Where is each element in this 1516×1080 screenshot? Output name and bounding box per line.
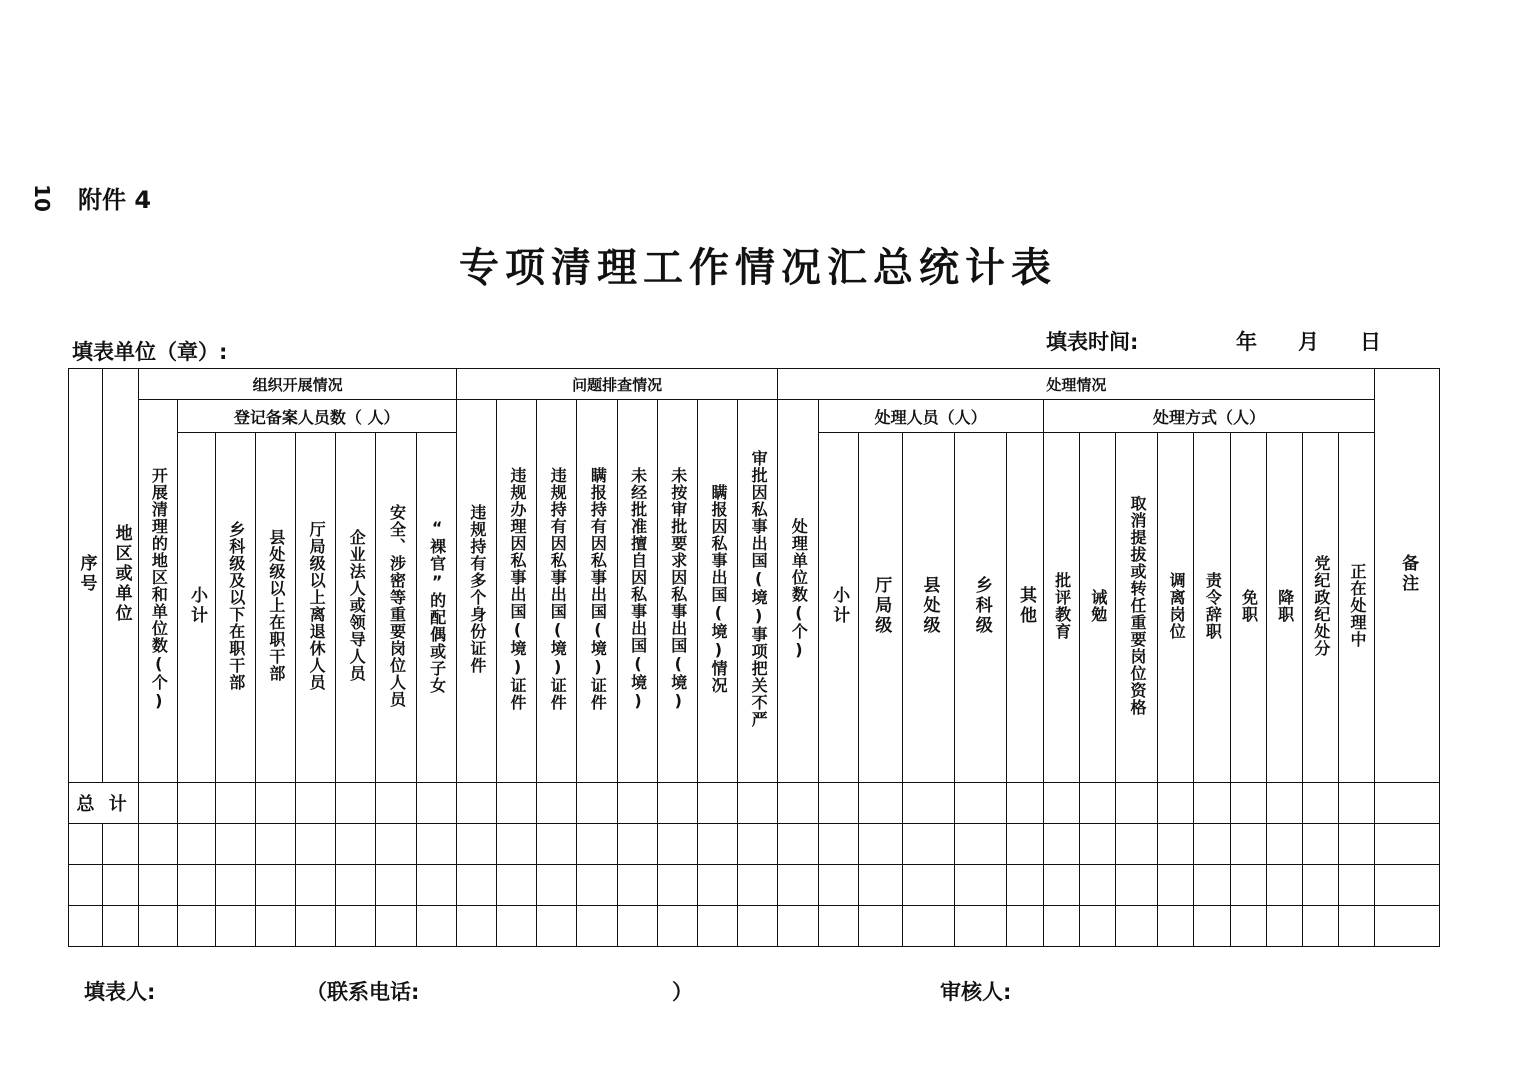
col-registered-3: 县处级以上在职干部 [255, 433, 295, 783]
col-registered-6: 安全、涉密等重要岗位人员 [376, 433, 416, 783]
table-cell[interactable] [456, 906, 496, 947]
table-cell[interactable] [336, 906, 376, 947]
table-cell[interactable] [1115, 906, 1157, 947]
table-cell[interactable] [657, 906, 697, 947]
total-cell[interactable] [577, 783, 617, 824]
table-cell[interactable] [955, 906, 1007, 947]
col-issue-8: 审批因私事出国(境)事项把关不严 [738, 400, 778, 783]
table-cell[interactable] [1302, 865, 1338, 906]
total-cell[interactable] [1375, 783, 1440, 824]
table-cell[interactable] [1158, 824, 1194, 865]
table-cell[interactable] [1375, 906, 1440, 947]
table-cell[interactable] [497, 865, 537, 906]
col-registered-5: 企业法人或领导人员 [336, 433, 376, 783]
table-cell[interactable] [697, 865, 737, 906]
table-cell[interactable] [103, 865, 139, 906]
col-registered-1: 小计 [177, 433, 215, 783]
total-cell[interactable] [336, 783, 376, 824]
table-row [69, 865, 1440, 906]
table-cell[interactable] [177, 824, 215, 865]
col-persons-4: 乡科级 [955, 433, 1007, 783]
col-methods-4: 调离岗位 [1158, 433, 1194, 783]
total-cell[interactable] [818, 783, 858, 824]
table-cell[interactable] [215, 824, 255, 865]
total-cell[interactable] [697, 783, 737, 824]
table-cell[interactable] [1339, 824, 1375, 865]
table-cell[interactable] [497, 906, 537, 947]
total-row [69, 783, 1440, 824]
table-cell[interactable] [858, 865, 902, 906]
fill-time-label: 填表时间: [1046, 330, 1139, 354]
col-persons-2: 厅局级 [858, 433, 902, 783]
table-cell[interactable] [1375, 865, 1440, 906]
col-persons-1: 小计 [818, 433, 858, 783]
table-cell[interactable] [255, 865, 295, 906]
col-methods-1: 批评教育 [1043, 433, 1079, 783]
table-cell[interactable] [456, 865, 496, 906]
group-issue-header: 问题排查情况 [456, 369, 778, 400]
table-cell[interactable] [416, 824, 456, 865]
table-cell[interactable] [296, 824, 336, 865]
total-cell[interactable] [617, 783, 657, 824]
table-cell[interactable] [69, 865, 103, 906]
col-methods-2: 诫勉 [1079, 433, 1115, 783]
table-cell[interactable] [1043, 824, 1079, 865]
table-cell[interactable] [738, 906, 778, 947]
table-cell[interactable] [69, 906, 103, 947]
table-cell[interactable] [902, 865, 954, 906]
summary-table [68, 368, 1440, 947]
table-cell[interactable] [577, 824, 617, 865]
total-cell[interactable] [778, 783, 818, 824]
table-cell[interactable] [1115, 865, 1157, 906]
table-cell[interactable] [1194, 865, 1230, 906]
table-cell[interactable] [336, 824, 376, 865]
table-cell[interactable] [738, 865, 778, 906]
col-issue-6: 未按审批要求因私事出国(境) [657, 400, 697, 783]
table-cell[interactable] [1194, 906, 1230, 947]
total-cell[interactable] [139, 783, 177, 824]
total-cell[interactable] [215, 783, 255, 824]
table-cell[interactable] [697, 906, 737, 947]
table-cell[interactable] [778, 906, 818, 947]
table-cell[interactable] [858, 906, 902, 947]
table-cell[interactable] [255, 824, 295, 865]
total-cell[interactable] [1043, 783, 1079, 824]
total-cell[interactable] [955, 783, 1007, 824]
table-cell[interactable] [818, 906, 858, 947]
table-cell[interactable] [818, 865, 858, 906]
table-cell[interactable] [1375, 824, 1440, 865]
table-cell[interactable] [1266, 824, 1302, 865]
table-cell[interactable] [1007, 824, 1043, 865]
group-handle-header: 处理情况 [778, 369, 1375, 400]
table-cell[interactable] [296, 865, 336, 906]
table-cell[interactable] [1079, 824, 1115, 865]
col-registered-4: 厅局级以上离退休人员 [296, 433, 336, 783]
col-issue-1: 违规持有多个身份证件 [456, 400, 496, 783]
table-cell[interactable] [1043, 865, 1079, 906]
total-cell[interactable] [1302, 783, 1338, 824]
total-cell[interactable] [296, 783, 336, 824]
col-persons-3: 县处级 [902, 433, 954, 783]
col-methods-9: 正在处理中 [1339, 433, 1375, 783]
table-cell[interactable] [215, 906, 255, 947]
group-org-header: 组织开展情况 [139, 369, 457, 400]
total-cell[interactable] [657, 783, 697, 824]
table-cell[interactable] [577, 865, 617, 906]
col-methods-3: 取消提拔或转任重要岗位资格 [1115, 433, 1157, 783]
attachment-label: 附件 4 [78, 186, 152, 214]
total-cell[interactable] [255, 783, 295, 824]
col-issue-2: 违规办理因私事出国(境)证件 [497, 400, 537, 783]
table-cell[interactable] [376, 906, 416, 947]
table-cell[interactable] [1302, 824, 1338, 865]
table-cell[interactable] [577, 906, 617, 947]
fill-time-month: 月 [1298, 330, 1319, 354]
col-methods-8: 党纪政纪处分 [1302, 433, 1338, 783]
table-cell[interactable] [778, 824, 818, 865]
col-handle-units-header: 处理单位数(个) [778, 400, 818, 783]
table-cell[interactable] [1230, 906, 1266, 947]
table-row [69, 906, 1440, 947]
fill-time-year: 年 [1236, 330, 1257, 354]
col-registered-2: 乡科级及以下在职干部 [215, 433, 255, 783]
total-cell[interactable] [1194, 783, 1230, 824]
table-cell[interactable] [1266, 906, 1302, 947]
total-label: 总 计 [69, 783, 139, 824]
table-cell[interactable] [1007, 865, 1043, 906]
table-cell[interactable] [1043, 906, 1079, 947]
table-cell[interactable] [376, 865, 416, 906]
table-cell[interactable] [103, 824, 139, 865]
table-cell[interactable] [902, 824, 954, 865]
table-cell[interactable] [336, 865, 376, 906]
total-cell[interactable] [1115, 783, 1157, 824]
col-methods-5: 责令辞职 [1194, 433, 1230, 783]
table-cell[interactable] [1230, 865, 1266, 906]
table-cell[interactable] [177, 906, 215, 947]
table-cell[interactable] [617, 906, 657, 947]
phone-label: （联系电话: [306, 980, 420, 1004]
table-cell[interactable] [657, 824, 697, 865]
table-cell[interactable] [657, 865, 697, 906]
total-cell[interactable] [858, 783, 902, 824]
table-row [69, 824, 1440, 865]
table-cell[interactable] [617, 865, 657, 906]
col-region-header: 地区或单位 [103, 369, 139, 783]
table-cell[interactable] [139, 824, 177, 865]
table-cell[interactable] [416, 906, 456, 947]
table-cell[interactable] [1079, 865, 1115, 906]
table-cell[interactable] [1339, 906, 1375, 947]
table-cell[interactable] [69, 824, 103, 865]
table-cell[interactable] [1230, 824, 1266, 865]
fill-time [1046, 326, 1381, 356]
table-cell[interactable] [1339, 865, 1375, 906]
total-cell[interactable] [376, 783, 416, 824]
registered-header: 登记备案人员数（ 人） [177, 400, 456, 433]
total-cell[interactable] [738, 783, 778, 824]
total-cell[interactable] [1007, 783, 1043, 824]
total-cell[interactable] [456, 783, 496, 824]
table-cell[interactable] [177, 865, 215, 906]
table-cell[interactable] [1158, 865, 1194, 906]
table-cell[interactable] [1007, 906, 1043, 947]
summary-table-wrapper [68, 368, 1440, 947]
page-number: 10 [29, 184, 54, 212]
table-cell[interactable] [902, 906, 954, 947]
col-remark-header: 备注 [1375, 369, 1440, 783]
table-cell[interactable] [778, 865, 818, 906]
page-title: 专项清理工作情况汇总统计表 [459, 244, 1057, 291]
table-cell[interactable] [697, 824, 737, 865]
col-issue-5: 未经批准擅自因私事出国(境) [617, 400, 657, 783]
table-cell[interactable] [537, 824, 577, 865]
table-cell[interactable] [103, 906, 139, 947]
col-methods-7: 降职 [1266, 433, 1302, 783]
total-cell[interactable] [902, 783, 954, 824]
col-issue-3: 违规持有因私事出国(境)证件 [537, 400, 577, 783]
total-cell[interactable] [177, 783, 215, 824]
table-cell[interactable] [955, 824, 1007, 865]
table-cell[interactable] [537, 865, 577, 906]
methods-header: 处理方式（人） [1043, 400, 1375, 433]
total-cell[interactable] [1266, 783, 1302, 824]
table-cell[interactable] [1302, 906, 1338, 947]
total-cell[interactable] [497, 783, 537, 824]
col-methods-6: 免职 [1230, 433, 1266, 783]
col-registered-7: “裸官”的配偶或子女 [416, 433, 456, 783]
table-cell[interactable] [1194, 824, 1230, 865]
table-cell[interactable] [738, 824, 778, 865]
fill-time-day: 日 [1360, 330, 1381, 354]
table-cell[interactable] [818, 824, 858, 865]
table-cell[interactable] [456, 824, 496, 865]
total-cell[interactable] [1158, 783, 1194, 824]
table-cell[interactable] [537, 906, 577, 947]
table-cell[interactable] [858, 824, 902, 865]
col-issue-4: 瞒报持有因私事出国(境)证件 [577, 400, 617, 783]
filler-label: 填表人: [84, 980, 156, 1004]
col-seq-header: 序号 [69, 369, 103, 783]
table-cell[interactable] [1158, 906, 1194, 947]
total-cell[interactable] [1230, 783, 1266, 824]
col-org-units-header: 开展清理的地区和单位数(个) [139, 400, 177, 783]
table-cell[interactable] [1115, 824, 1157, 865]
phone-close: ） [672, 980, 693, 1004]
table-cell[interactable] [1266, 865, 1302, 906]
col-persons-5: 其他 [1007, 433, 1043, 783]
table-cell[interactable] [1079, 906, 1115, 947]
total-cell[interactable] [1339, 783, 1375, 824]
table-cell[interactable] [497, 824, 537, 865]
table-cell[interactable] [376, 824, 416, 865]
table-cell[interactable] [617, 824, 657, 865]
total-cell[interactable] [416, 783, 456, 824]
table-cell[interactable] [955, 865, 1007, 906]
table-cell[interactable] [255, 906, 295, 947]
fill-unit-label: 填表单位（章）: [72, 340, 228, 364]
total-cell[interactable] [1079, 783, 1115, 824]
persons-header: 处理人员（人） [818, 400, 1043, 433]
table-cell[interactable] [139, 865, 177, 906]
table-cell[interactable] [296, 906, 336, 947]
col-issue-7: 瞒报因私事出国(境)情况 [697, 400, 737, 783]
reviewer-label: 审核人: [940, 980, 1012, 1004]
table-cell[interactable] [139, 906, 177, 947]
table-cell[interactable] [416, 865, 456, 906]
total-cell[interactable] [537, 783, 577, 824]
table-cell[interactable] [215, 865, 255, 906]
